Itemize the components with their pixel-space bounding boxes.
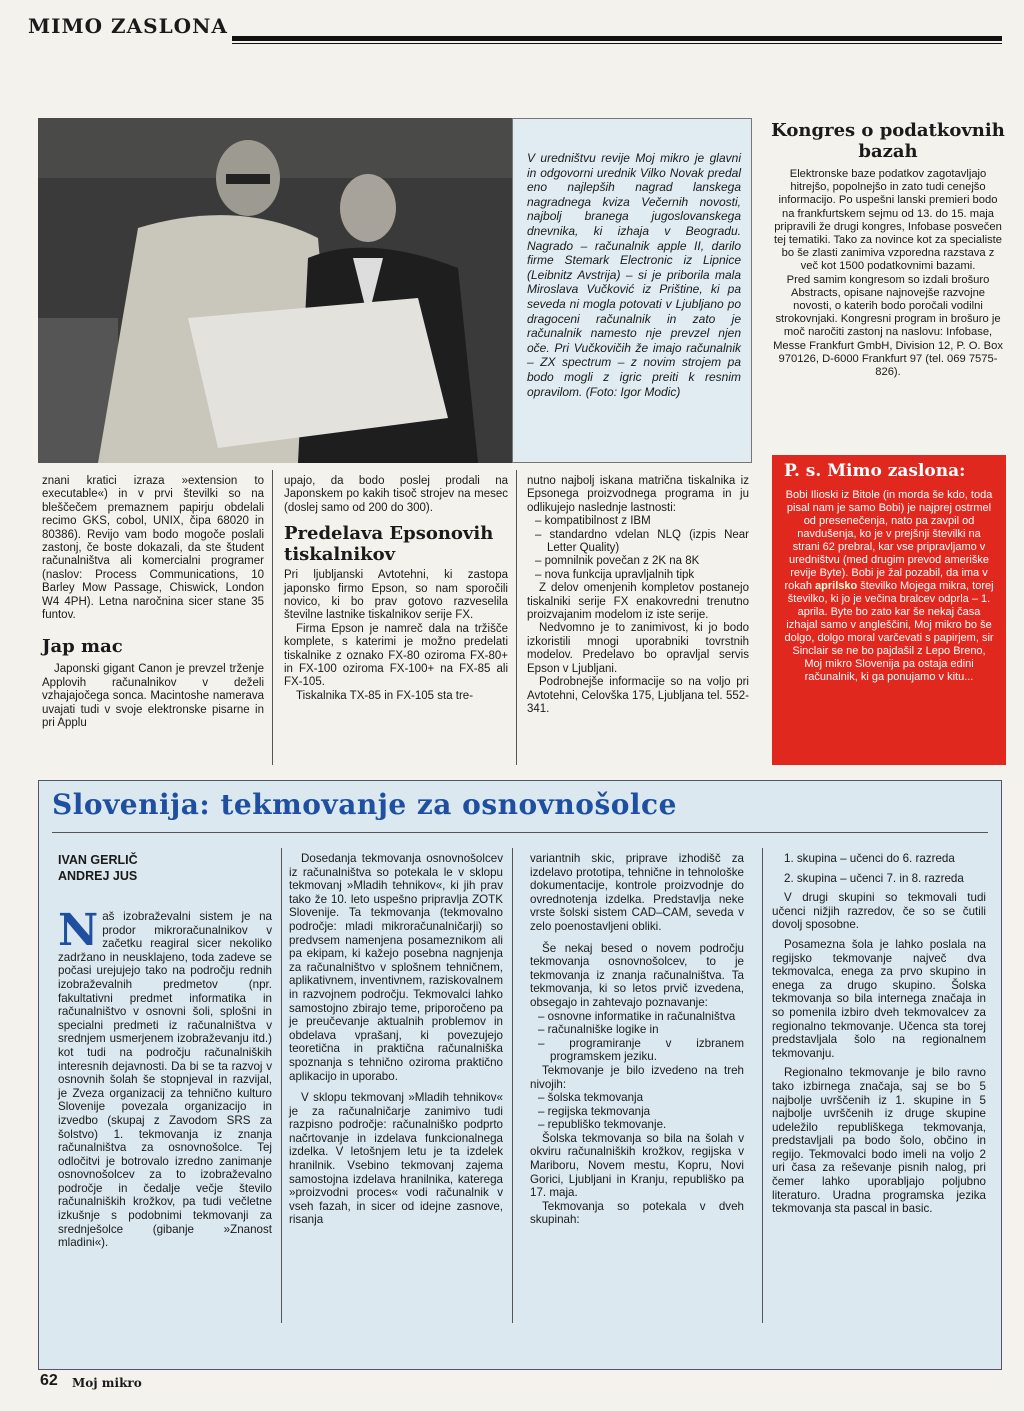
- header-rule-thin: [232, 43, 1002, 44]
- kongres-p1: Elektronske baze podatkov zagotavljajo hitrejšo, popolnejšo in zato tudi cenejšo informacijo. Po uspešni lanski premieri bodo na frankfurtskem sejmu od 13. do 15. maja pripravili že drugi kongres, Infobase posvečen tej tematiki. Tako za novince kot za specialiste bo še zlasti zanimiva vzporedna razstava z več kot 1500 podatkovnimi bazami.: [773, 168, 1002, 273]
- col2-p3: Firma Epson je namreč dala na tržišče komplete, s katerimi je možno predelati tiskalnike z oznako FX-80 oziroma FX-80+ in FX-100 oziroma FX-100+ na FX-85 ali FX-105.: [284, 622, 508, 689]
- feature-col-4: [772, 852, 986, 1216]
- feature-c5: Tekmovanja so potekala v dveh skupinah:: [530, 1199, 744, 1227]
- col1-p2: Japonski gigant Canon je prevzel trženje Applovih računalnikov v deželi vzhajajočega sonca. Macintoshe namerava uvajati tudi v svoje elektronske pisarne in pri Applu: [42, 663, 264, 730]
- feature-c-item: – programiranje v izbranem programskem jeziku.: [538, 1036, 744, 1064]
- col2-p2: Pri ljubljanski Avtotehni, ki zastopa japonsko firmo Epson, so nam sporočili novico, ki bo prav gotovo razveselila številne lastnike tiskalnikov serije FX.: [284, 569, 508, 622]
- kongres-p2: Pred samim kongresom so izdali brošuro Abstracts, opisane najnovejše razvojne novosti, o katerih bodo poročali vodilni strokovnjaki. Kongresni program in brošuro je moč naročiti zastonj na naslovu: Infobase, Messe Frankfurt GmbH, Division 12, P. O. Box 970126, D-6000 Frankfurt 97 (tel. 069 7575-826).: [773, 273, 1003, 379]
- col2-p1: upajo, da bodo poslej prodali na Japonskem po kakih tisoč strojev na mesec (doslej samo od 200 do 300).: [284, 475, 508, 514]
- photo-illustration: [38, 118, 512, 463]
- col3-item: – pomnilnik povečan z 2K na 8K: [535, 555, 700, 568]
- column-divider: [512, 848, 513, 1323]
- drop-cap: N: [58, 905, 99, 956]
- col1-p1: znani kratici izraza »extension to executable«) in v prvi številki so na bleščečem premaznem papirju obdelali recimo GKS, cobol, UNIX, čipa 68020 in 80386). Revijo vam bodo mogoče poslali zastonj, če boste dokazali, da ste študent računalništva ali komercialni programer (naslov: Process Communications, 10 Barley Mow Passage, Chiswick, London W4 4PH). Letna naročnina sicer stane 35 funtov.: [42, 475, 264, 622]
- ps-body: [784, 489, 994, 684]
- photo: [38, 118, 512, 463]
- feature-col-2: [289, 852, 503, 1227]
- ps-text-post: številko Mojega mikra, torej številko, ki jo je večina bralcev odprla – 1. aprila. Byte bo zato kar še nekaj časa izhajal samo v angleščini, Moj mikro bo še dolgo, dolgo moral varčevati s papirjem, sir Sinclair se ne bo pajdašil z Lepo Breno, Moj mikro Slovenija pa ostaja edini računalnik, ki ga ponujamo v kitu...: [784, 580, 994, 683]
- feature-c-item: – republiško tekmovanje.: [538, 1118, 667, 1132]
- column-divider: [272, 470, 273, 765]
- magazine-name: Moj mikro: [72, 1376, 142, 1390]
- feature-c4: Šolska tekmovanja so bila na šolah v okviru računalniških krožkov, regijska v Mariboru, Novem mestu, Kopru, Novi Gorici, Ljubljani in Kranju, republiško pa 17. maja.: [530, 1131, 744, 1200]
- col3-p2: Z delov omenjenih kompletov postanejo tiskalniki serije FX enakovredni trenutno proizvajanim modelom iz iste serije.: [527, 582, 749, 622]
- feature-d2: 2. skupina – učenci 7. in 8. razreda: [784, 871, 964, 885]
- column-divider: [762, 848, 763, 1323]
- column-2: [284, 475, 508, 703]
- col3-item: – kompatibilnost z IBM: [535, 515, 651, 528]
- feature-d5: Regionalno tekmovanje je bilo ravno tako izbirnega značaja, saj se bo 5 najbolje uvrščenih iz 1. skupine in 5 najbolje uvrščenih iz druge skupine udeležilo republiškega tekmovanja, predstavljali pa bodo šolo, občino in regijo. Tekmovalci bodo imeli na voljo 2 uri časa za reševanje pisnih nalog, pri čemer lahko uporabljajo poljubno literaturo. Uradna programska jezika tekmovanja sta pascal in basic.: [772, 1066, 986, 1216]
- feature-d1: 1. skupina – učenci do 6. razreda: [784, 852, 955, 865]
- feature-col-1: [58, 852, 272, 1250]
- author-1: IVAN GERLIČ: [58, 853, 138, 867]
- column-3: [527, 475, 749, 716]
- feature-c3: Tekmovanje je bilo izvedeno na treh nivojih:: [530, 1063, 744, 1091]
- col3-p3: Nedvomno je to zanimivost, ki jo bodo izkoristili mnogi uporabniki tovrstnih modelov. Predelavo bo opravljal servis Epson v Ljubljani.: [527, 622, 749, 675]
- feature-title: Slovenija: tekmovanje za osnovnošolce: [52, 788, 677, 821]
- epson-heading: Predelava Epsonovih tiskalnikov: [284, 523, 494, 566]
- col3-p4: Podrobnejše informacije so na voljo pri Avtotehni, Celovška 175, Ljubljana tel. 552-341.: [527, 676, 749, 715]
- feature-c-item: – šolska tekmovanja: [538, 1091, 644, 1105]
- section-title: MIMO ZASLONA: [28, 14, 228, 38]
- column-divider: [516, 470, 517, 765]
- author-2: ANDREJ JUS: [58, 869, 138, 883]
- kongres-heading: Kongres o podatkovnih bazah: [771, 120, 1005, 162]
- header-rule: [232, 36, 1002, 41]
- jap-mac-heading: Jap mac: [42, 636, 123, 658]
- column-1: [42, 475, 264, 731]
- ps-text-pre: Bobi Ilioski iz Bitole (in morda še kdo, toda pisal nam je samo Bobi) je najprej ostrmel od presenečenja, nato pa zavpil od navdušenja, ko je v prejšnji številki na strani 62 prebral, kar vse pripravljamo v uredništvu (med drugim prevod ameriške revije Byte). Bobi je žal pozabil, da ima v rokah: [784, 489, 993, 592]
- feature-a1: aš izobraževalni sistem je na prodor mikroračunalnikov v začetku reagiral sicer nekoliko zadržano in neusklajeno, toda zadeve se počasi urejujejo tako na področju rednih izobraževalnih predmetov (npr. fakultativni predmet informatika in računalništvo v osnovni šoli, splošni in specialni predmeti iz računalništva v srednjem usmerjenem izobraževanju itd.) kot tudi na področju računalniških interesnih dejavnosti. Da bi se ta razvoj v osnovnih šolah še stopnjeval in razvijal, je Zveza organizacij za tehnično kulturo Slovenije povezala organizacijo in izvedbo (skupaj z Zavodom SRS za šolstvo) 1. tekmovanja iz znanja računalništva za osnovnošolce. Tej odločitvi je botrovalo izredno zanimanje osnovnošolcev za to izobraževalno področje in čedalje večje število računalniških krožkov, pa tudi večletne izkušnje s podobnimi tekmovanji za srednješolce (gibanje »Znanost mladini«).: [58, 910, 272, 1250]
- feature-c-item: – računalniške logike in: [538, 1023, 659, 1037]
- column-divider: [281, 848, 282, 1323]
- feature-c2: Še nekaj besed o novem področju tekmovanja osnovnošolcev, to je tekmovanja iz znanja računalništva. Ta tekmovanja, ki so letos prvič izvedena, obsegajo in zahtevajo poznavanje:: [530, 941, 744, 1009]
- feature-d4: Posamezna šola je lahko poslala na regijsko tekmovanje največ dva tekmovalca, enega za prvo skupino in enega za drugo skupino. Šolska tekmovanja so bila internega značaja in so pomenila izbiro dveh tekmovalcev za regionalno tekmovanje. Učenca sta torej predstavljala šolo na regionalnem tekmovanju.: [772, 937, 986, 1060]
- ps-box: [772, 455, 1006, 765]
- feature-c-item: – osnovne informatike in računalništva: [538, 1009, 736, 1023]
- feature-c-item: – regijska tekmovanja: [538, 1104, 651, 1118]
- feature-d3: V drugi skupini so tekmovali tudi učenci nižjih razredov, če so se čutili dovolj sposobne.: [772, 891, 986, 932]
- feature-b2: V sklopu tekmovanj »Mladih tehnikov« je za računalničarje zanimivo tudi razpisno področje: računalniško podprto načrtovanje in izdelava funkcionalnega izdelka. V letošnjem letu je ta izdelek hranilnik. Vsebino tekmovanj zajema samostojna izdelava hranilnika, katerega »proizvodni proces« vodi računalnik v vseh fazah, in sicer od idejne zasnove, risanja: [289, 1091, 503, 1227]
- page-number: 62: [40, 1372, 58, 1389]
- ps-highlight: aprilsko: [815, 580, 858, 592]
- ps-heading: P. s. Mimo zaslona:: [784, 461, 966, 481]
- col3-item: – nova funkcija upravljalnih tipk: [535, 568, 695, 581]
- feature-b1: Dosedanja tekmovanja osnovnošolcev iz računalništva so potekala le v sklopu tekmovanj »Mladih tehnikov«, ki jih prav tako že 10. leto uspešno pripravlja ZOTK Slovenije. Ta tekmovanja (tekmovalno področje: mladi mikroračunalničarji) so predvsem namenjena posameznikom ali pa ekipam, ki kažejo posebna nagnjenja za računalništvo v splošnem tehničnem, aplikativnem, inventivnem, raziskovalnem in razvojnem področju. Tekmovalci lahko samostojno zbirajo teme, priporočeno pa je preučevanje aktualnih problemov in obdelava vprašanj, ki povezujejo teoretična in praktična računalniška spoznanja s tehnično oziroma praktično aplikacijo in uporabo.: [289, 852, 503, 1083]
- col3-p1: nutno najbolj iskana matrična tiskalnika iz Epsonega proizvodnega programa in ju odlikujejo naslednje lastnosti:: [527, 475, 749, 514]
- col2-p4: Tiskalnika TX-85 in FX-105 sta tre-: [296, 689, 474, 702]
- feature-col-3: [530, 852, 744, 1227]
- feature-rule: [52, 832, 988, 833]
- kongres-body: [772, 168, 1004, 379]
- col3-item: – standardno vdelan NLQ (izpis Near Letter Quality): [535, 528, 749, 555]
- feature-c1: variantnih skic, priprave izhodišč za izdelavo prototipa, tehnične in tehnološke dokumentacije, kontrole proizvodnje do ovrednotenja izdelka. Predstavlja neke vrste šolski sistem CAD–CAM, seveda v zelo poenostavljeni obliki.: [530, 852, 744, 933]
- photo-caption: V uredništvu revije Moj mikro je glavni in odgovorni urednik Vilko Novak predal eno najlepših nagrad lanskega nagradnega kviza Večernih novosti, najbolj branega jugoslovanskega dnevnika, ki izhaja v Beogradu. Nagrado – računalnik apple II, darilo firme Stemark Electronic iz Lipnice (Leibnitz Avstrija) – si je priborila mala Miroslava Vučković iz Prištine, ki pa seveda ni mogla potovati v Ljubljano po dragoceni računalnik in zato je računalnik namesto nje prevzel njen oče. Pri Vučkovičih že imajo računalnik – ZX spectrum – z novim strojem pa bodo mogli z igric preiti k resnim opravilom. (Foto: Igor Modic): [512, 118, 752, 463]
